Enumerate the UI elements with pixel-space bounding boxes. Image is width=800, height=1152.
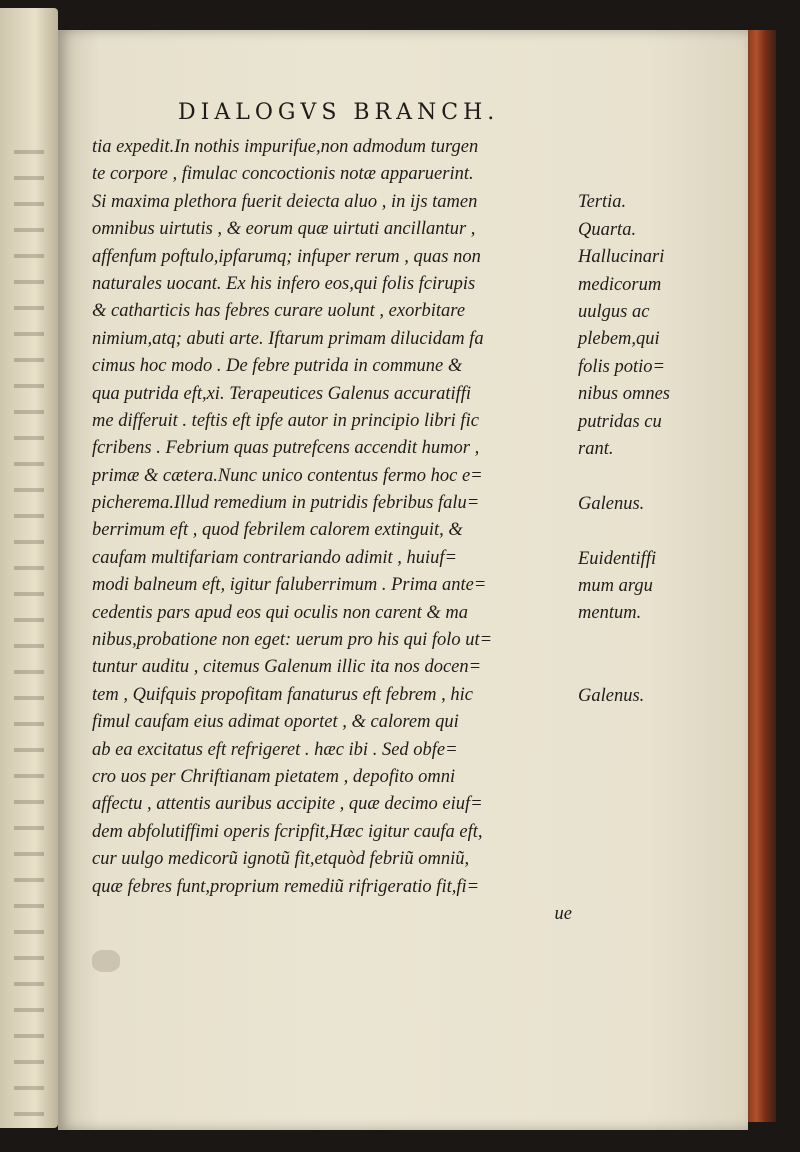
text-line: ab ea excitatus eft refrigeret . hæc ibi . Sed obfe= (92, 739, 458, 760)
margin-note: folis potio= (578, 356, 666, 377)
left-page-text-fragments (14, 128, 44, 1128)
margin-note: rant. (578, 439, 614, 459)
text-line: Si maxima plethora fuerit deiecta aluo , in ijs tamen (92, 191, 478, 212)
margin-note: Tertia. (578, 192, 627, 213)
ink-stain (92, 950, 120, 972)
text-line: & catharticis has febres curare uolunt , exorbitare (92, 301, 466, 322)
text-line: quæ febres funt,proprium remediũ rifrigeratio fit,fi= (92, 876, 480, 897)
text-line: cimus hoc modo . De febre putrida in commune & (92, 356, 463, 377)
text-line: affenfum poftulo,ipfarumq; infuper rerum , quas non (92, 246, 481, 267)
text-line: modi balneum eft, igitur faluberrimum . Prima ante= (92, 575, 487, 596)
text-line: te corpore , fimulac concoctionis notæ apparuerint. (92, 164, 474, 185)
margin-note: plebem,qui (578, 329, 660, 350)
margin-note: medicorum (578, 274, 662, 295)
text-line: picherema.Illud remedium in putridis febribus falu= (92, 493, 480, 514)
body-text (92, 134, 582, 928)
text-line: caufam multifariam contrariando adimit , huiuf= (92, 547, 458, 568)
page-edge-gilding (748, 30, 776, 1122)
margin-note: nibus omnes (578, 384, 670, 405)
text-line: affectu , attentis auribus accipite , quæ decimo eiuf= (92, 794, 483, 815)
margin-note: mum argu (578, 576, 653, 596)
margin-note: Euidentiffi (578, 548, 657, 569)
margin-note: mentum. (578, 603, 642, 624)
text-line: naturales uocant. Ex his infero eos,qui folis fcirupis (92, 273, 476, 294)
text-line: nibus,probatione non eget: uerum pro his qui folo ut= (92, 630, 493, 651)
margin-note: Galenus. (578, 493, 645, 514)
text-line: nimium,atq; abuti arte. Iftarum primam dilucidam fa (92, 328, 484, 349)
text-line: fimul caufam eius adimat oportet , & calorem qui (92, 712, 459, 733)
text-line: tem , Quifquis propofitam fanaturus eft febrem , hic (92, 684, 473, 705)
margin-note: putridas cu (578, 411, 662, 432)
text-line: qua putrida eft,xi. Terapeutices Galenus accuratiffi (92, 383, 472, 404)
text-line: omnibus uirtutis , & eorum quæ uirtuti ancillantur , (92, 219, 476, 240)
text-line: tuntur auditu , citemus Galenum illic ita nos docen= (92, 657, 482, 678)
text-line: fcribens . Febrium quas putrefcens accendit humor , (92, 438, 480, 459)
text-line: dem abfolutiffimi operis fcripfit,Hæc igitur caufa eft, (92, 821, 483, 842)
margin-note: uulgus ac (578, 302, 650, 322)
text-line: cur uulgo medicorũ ignotũ fit,etquòd febriũ omniũ, (92, 849, 470, 870)
text-line: berrimum eft , quod febrilem calorem extinguit, & (92, 520, 463, 541)
margin-note: Quarta. (578, 219, 637, 240)
text-line: cro uos per Chriftianam pietatem , depofito omni (92, 766, 456, 787)
margin-note: Galenus. (578, 685, 645, 706)
text-line: cedentis pars apud eos qui oculis non carent & ma (92, 602, 468, 623)
text-line: me differuit . teftis eft ipfe autor in principio libri fic (92, 410, 479, 431)
left-page-edge (0, 8, 58, 1128)
text-line: primæ & cætera.Nunc unico contentus fermo hoc e= (92, 465, 483, 486)
margin-note: Hallucinari (578, 247, 665, 268)
text-line: tia expedit.In nothis impurifue,non admodum turgen (92, 137, 479, 157)
running-title: DIALOGVS BRANCH. (178, 100, 500, 125)
text-line: ue (554, 903, 572, 924)
